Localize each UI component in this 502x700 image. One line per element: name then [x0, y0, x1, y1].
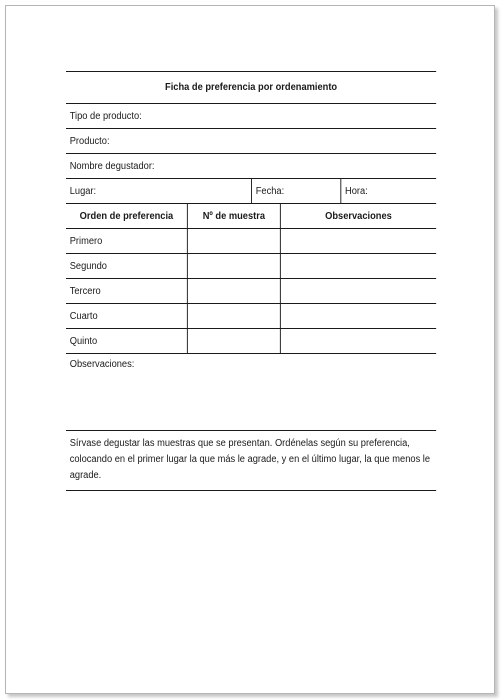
rank-label: Primero — [66, 229, 188, 253]
table-row — [66, 279, 436, 304]
observation-cell[interactable] — [281, 304, 436, 328]
product-label: Producto: — [69, 135, 110, 147]
place-label: Lugar: — [69, 185, 97, 197]
observation-cell[interactable] — [281, 279, 436, 303]
header-observations: Observaciones — [325, 210, 392, 222]
rank-label: Segundo — [66, 254, 188, 278]
table-header — [66, 204, 436, 229]
taster-name-label: Nombre degustador: — [69, 160, 155, 172]
place-field[interactable] — [66, 179, 252, 203]
date-label: Fecha: — [255, 185, 285, 197]
date-field[interactable] — [252, 179, 341, 203]
sample-number-cell[interactable] — [188, 229, 281, 253]
header-order: Orden de preferencia — [66, 204, 188, 228]
rank-label: Cuarto — [66, 304, 188, 328]
product-field[interactable] — [66, 129, 436, 154]
table-row — [66, 229, 436, 254]
sample-number-cell[interactable] — [188, 329, 281, 353]
time-field[interactable] — [341, 179, 436, 203]
form-title — [66, 71, 436, 104]
rank-label: Tercero — [66, 279, 188, 303]
sample-number-cell[interactable] — [188, 254, 281, 278]
time-label: Hora: — [345, 185, 368, 197]
sample-number-cell[interactable] — [188, 304, 281, 328]
rank-label: Quinto — [66, 329, 188, 353]
instructions — [66, 431, 436, 491]
sample-number-cell[interactable] — [188, 279, 281, 303]
general-observations-field[interactable] — [66, 354, 436, 431]
observation-cell[interactable] — [281, 329, 436, 353]
place-date-time-row — [66, 179, 436, 204]
product-type-field[interactable] — [66, 104, 436, 129]
table-row — [66, 304, 436, 329]
observation-cell[interactable] — [281, 229, 436, 253]
taster-name-field[interactable] — [66, 154, 436, 179]
general-observations-label: Observaciones: — [69, 359, 135, 370]
instructions-text: Sírvase degustar las muestras que se presentan. Ordénelas según su preferencia, colocando en el primer lugar la que más le agrade, y en el último lugar, la que menos le agrade. — [69, 438, 431, 481]
observation-cell[interactable] — [281, 254, 436, 278]
paper-sheet — [5, 5, 495, 694]
product-type-label: Tipo de producto: — [69, 110, 142, 122]
table-row — [66, 254, 436, 279]
form-title-text: Ficha de preferencia por ordenamiento — [165, 82, 338, 93]
preference-form — [66, 71, 436, 491]
header-sample-number: Nº de muestra — [188, 204, 281, 228]
table-row — [66, 329, 436, 354]
